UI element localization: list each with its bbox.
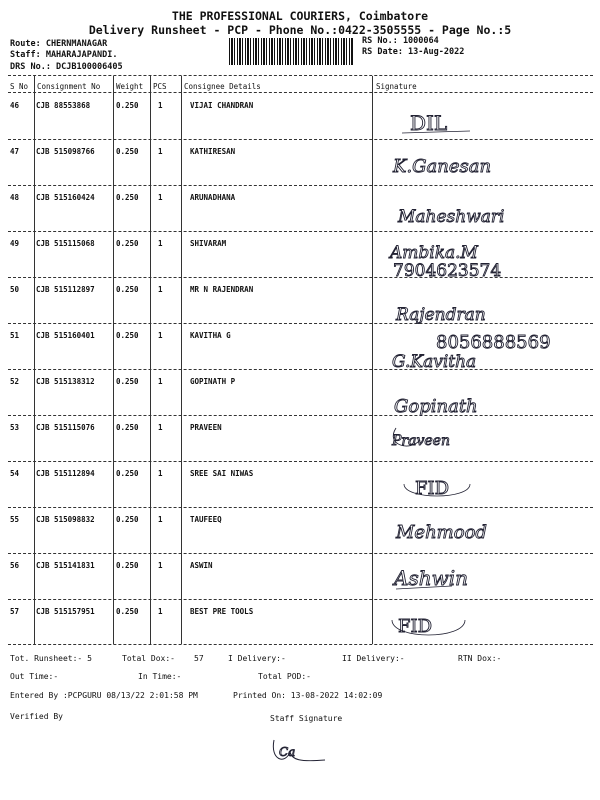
consignment-cell: CJB 88553868 — [36, 101, 91, 110]
consignee-cell: KATHIRESAN — [190, 147, 236, 156]
weight-cell: 0.250 — [116, 377, 139, 386]
total-pod-label: Total POD:- — [258, 672, 311, 681]
weight-cell: 0.250 — [116, 469, 139, 478]
sno-cell: 52 — [10, 377, 20, 386]
in-time-label: In Time:- — [138, 672, 182, 681]
consignment-cell: CJB 515112894 — [36, 469, 95, 478]
staff-signature-text: Ca — [279, 745, 296, 759]
rtn-dox-label: RTN Dox:- — [458, 654, 502, 663]
consignment-cell: CJB 515098832 — [36, 515, 95, 524]
consignee-cell: BEST PRE TOOLS — [190, 607, 254, 616]
sno-cell: 54 — [10, 469, 20, 478]
consignee-cell: MR N RAJENDRAN — [190, 285, 254, 294]
total-dox-label: Total Dox:- — [122, 654, 175, 663]
sno-cell: 46 — [10, 101, 20, 110]
signature-52: Gopinath — [394, 396, 478, 417]
verified-by-label: Verified By — [10, 712, 63, 721]
pcs-cell: 1 — [158, 377, 163, 386]
sno-cell: 55 — [10, 515, 20, 524]
column-header-consignee: Consignee Details — [184, 82, 261, 91]
weight-cell: 0.250 — [116, 147, 139, 156]
signature-55: Mehmood — [396, 522, 487, 543]
pcs-cell: 1 — [158, 469, 163, 478]
weight-cell: 0.250 — [116, 101, 139, 110]
total-dox-value: 57 — [194, 654, 204, 663]
consignment-cell: CJB 515098766 — [36, 147, 95, 156]
consignment-cell: CJB 515160401 — [36, 331, 95, 340]
route-label: Route: CHERNMANAGAR — [10, 39, 108, 49]
consignee-cell: TAUFEEQ — [190, 515, 222, 524]
sno-cell: 49 — [10, 239, 20, 248]
sno-cell: 50 — [10, 285, 20, 294]
consignment-cell: CJB 515115068 — [36, 239, 95, 248]
column-header-weight: Weight — [116, 82, 144, 91]
pcs-cell: 1 — [158, 147, 163, 156]
consignee-cell: KAVITHA G — [190, 331, 231, 340]
sno-cell: 51 — [10, 331, 20, 340]
sno-cell: 53 — [10, 423, 20, 432]
consignment-cell: CJB 515141831 — [36, 561, 95, 570]
pcs-cell: 1 — [158, 239, 163, 248]
pcs-cell: 1 — [158, 607, 163, 616]
weight-cell: 0.250 — [116, 239, 139, 248]
staff-signature-label: Staff Signature — [270, 714, 343, 723]
tot-runsheet: Tot. Runsheet:- 5 — [10, 654, 92, 663]
entered-by: Entered By :PCPGURU 08/13/22 2:01:58 PM — [10, 691, 198, 700]
consignment-cell: CJB 515112897 — [36, 285, 95, 294]
ii-delivery-label: II Delivery:- — [342, 654, 405, 663]
sno-cell: 47 — [10, 147, 20, 156]
pcs-cell: 1 — [158, 101, 163, 110]
runsheet-title: Delivery Runsheet - PCP - Phone No.:0422-3505555 - Page No.:5 — [88, 23, 512, 37]
pcs-cell: 1 — [158, 515, 163, 524]
weight-cell: 0.250 — [116, 607, 139, 616]
consignee-cell: SREE SAI NIWAS — [190, 469, 254, 478]
consignee-cell: ARUNADHANA — [190, 193, 236, 202]
signature-51-phone: 8056888569 — [436, 332, 551, 353]
weight-cell: 0.250 — [116, 423, 139, 432]
company-title: THE PROFESSIONAL COURIERS, Coimbatore — [171, 9, 429, 23]
pcs-cell: 1 — [158, 193, 163, 202]
weight-cell: 0.250 — [116, 515, 139, 524]
consignee-cell: PRAVEEN — [190, 423, 222, 432]
pcs-cell: 1 — [158, 423, 163, 432]
rs-date: RS Date: 13-Aug-2022 — [362, 47, 465, 57]
weight-cell: 0.250 — [116, 193, 139, 202]
sno-cell: 56 — [10, 561, 20, 570]
signature-53: Praveen — [392, 433, 450, 449]
consignee-cell: ASWIN — [190, 561, 213, 570]
out-time-label: Out Time:- — [10, 672, 59, 681]
signature-51-sign: G.Kavitha — [392, 352, 477, 372]
signature-49-name: Ambika.M — [390, 243, 478, 263]
pcs-cell: 1 — [158, 285, 163, 294]
signature-56: Ashwin — [394, 566, 468, 590]
signature-48: Maheshwari — [398, 207, 505, 227]
consignment-cell: CJB 515138312 — [36, 377, 95, 386]
consignee-cell: GOPINATH P — [190, 377, 236, 386]
consignment-cell: CJB 515160424 — [36, 193, 95, 202]
signature-54: FID — [415, 478, 450, 499]
signature-46: DIL — [410, 111, 448, 135]
signature-49-phone: 7904623574 — [393, 261, 502, 281]
weight-cell: 0.250 — [116, 561, 139, 570]
pcs-cell: 1 — [158, 561, 163, 570]
column-header-sno: S No — [10, 82, 29, 91]
column-header-pcs: PCS — [153, 82, 167, 91]
rs-number: RS No.: 1000064 — [362, 36, 439, 46]
weight-cell: 0.250 — [116, 331, 139, 340]
column-header-signature: Signature — [376, 82, 417, 91]
drs-number: DRS No.: DCJB100006405 — [10, 62, 123, 72]
pcs-cell: 1 — [158, 331, 163, 340]
printed-on: Printed On: 13-08-2022 14:02:09 — [233, 691, 383, 700]
consignment-cell: CJB 515157951 — [36, 607, 95, 616]
column-header-consignment: Consignment No — [37, 82, 101, 91]
weight-cell: 0.250 — [116, 285, 139, 294]
signature-51-name: Rajendran — [396, 305, 486, 325]
sno-cell: 48 — [10, 193, 20, 202]
sno-cell: 57 — [10, 607, 20, 616]
staff-label: Staff: MAHARAJAPANDI. — [10, 50, 118, 60]
consignment-cell: CJB 515115076 — [36, 423, 95, 432]
signature-57: FID — [398, 616, 433, 637]
signature-47: K.Ganesan — [393, 156, 492, 177]
table-bottom-border — [8, 644, 593, 645]
consignee-cell: VIJAI CHANDRAN — [190, 101, 254, 110]
i-delivery-label: I Delivery:- — [228, 654, 286, 663]
consignee-cell: SHIVARAM — [190, 239, 227, 248]
